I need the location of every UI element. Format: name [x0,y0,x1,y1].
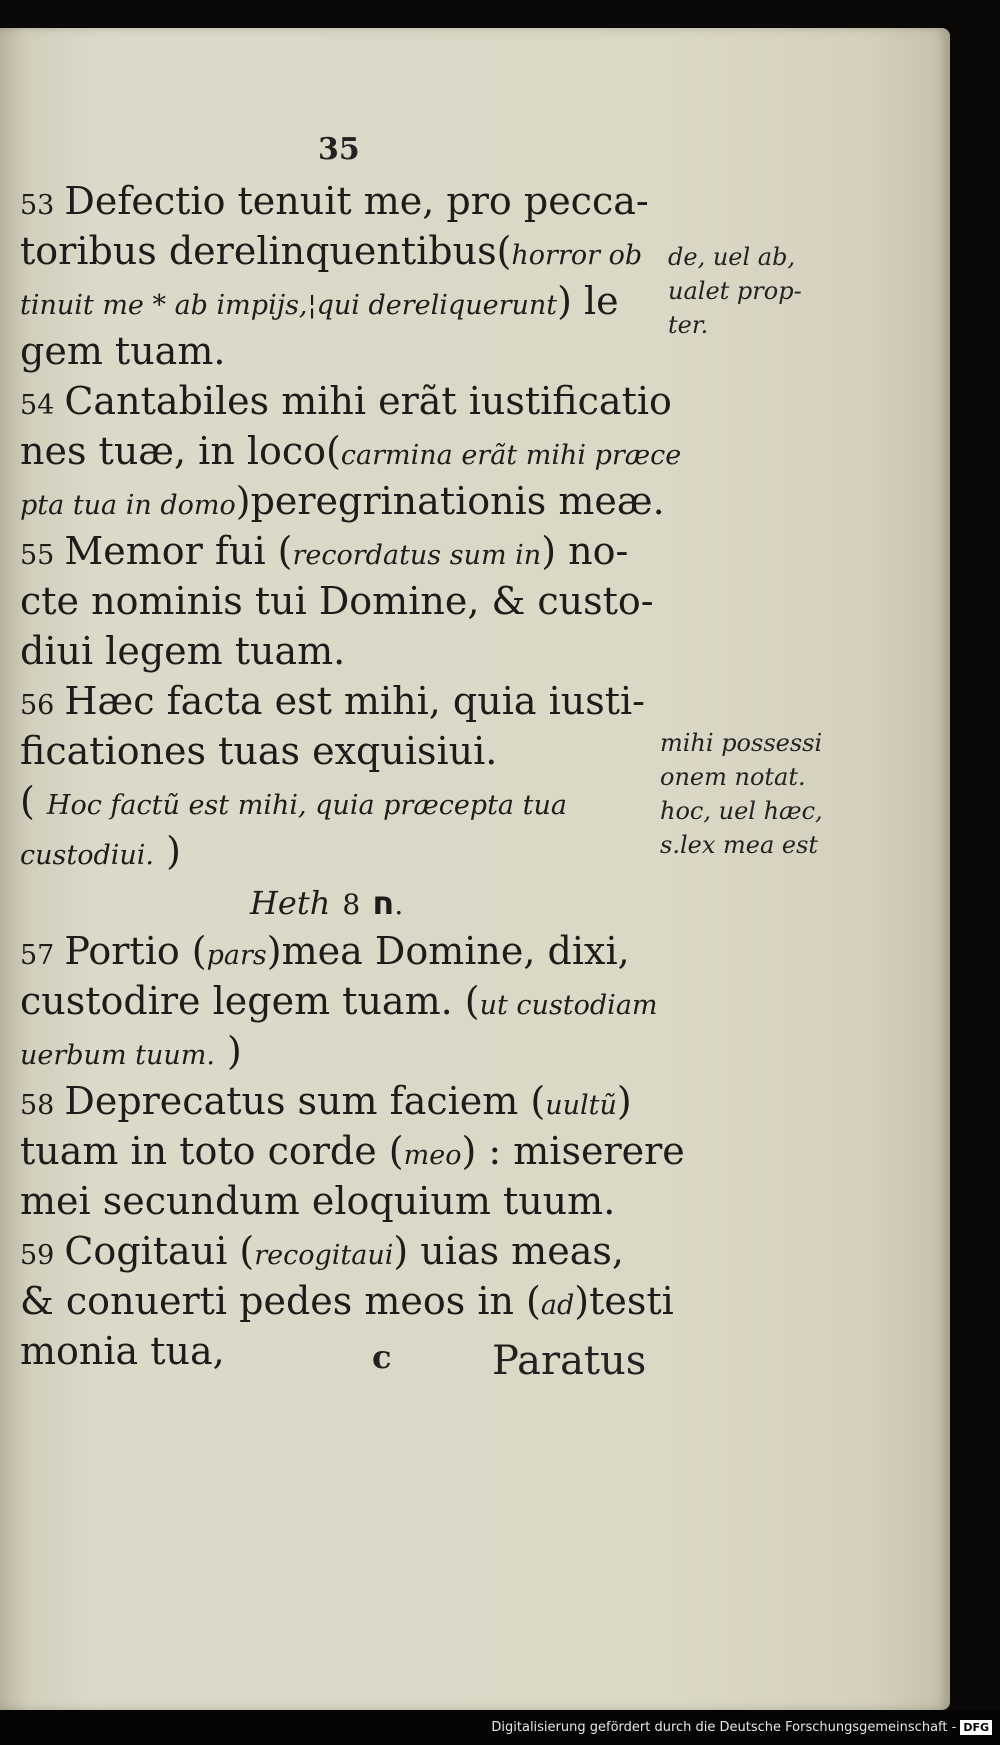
verse-number: 54 [20,390,55,421]
text-segment: ficationes tuas exquisiui. [20,729,498,773]
verse-57 [20,926,660,1076]
text-segment: )mea Domine, dixi, [266,929,630,973]
text-line [20,926,660,976]
text-line [20,1026,660,1076]
verse-number: 57 [20,940,55,971]
text-line [20,1226,660,1276]
text-line [20,526,660,576]
text-line [20,676,660,726]
verse-block-1 [20,176,682,876]
margin-line: mihi possessi [660,729,823,757]
margin-line: ualet prop- [668,277,802,305]
verse-53 [20,176,660,376]
text-segment: mei secundum eloquium tuum. [20,1179,616,1223]
text-line [20,326,660,376]
text-segment: Portio ( [64,929,207,973]
text-segment: Deprecatus sum faciem ( [64,1079,546,1123]
text-segment: Memor fui ( [64,529,293,573]
text-line [20,1276,674,1326]
catchword: Paratus [492,1338,647,1384]
gloss-segment: ut custodiam [479,990,658,1021]
text-line [20,226,660,276]
gloss-segment: pars [206,940,267,971]
text-line [20,1176,660,1226]
verse-number: 58 [20,1090,55,1121]
margin-line: s.lex mea est [660,831,819,859]
verse-block-2 [20,926,685,1376]
margin-line: de, uel ab, [668,243,796,271]
text-segment: ) [154,829,181,873]
text-segment: nes tuæ, in loco( [20,429,341,473]
verse-58 [20,1076,685,1226]
text-segment: custodire legem tuam. ( [20,979,480,1023]
text-segment: ) uias meas, [393,1229,624,1273]
gloss-segment: ad [540,1290,575,1321]
signature-mark: c [372,1338,392,1376]
gloss-segment: pta tua in domo [20,490,236,521]
main-text [20,176,685,1376]
text-segment: ) le [557,279,619,323]
text-line [20,726,660,776]
gloss-segment: tinuit me * ab impijs,¦qui dereliquerunt [20,290,558,321]
text-line [20,276,660,326]
text-line [20,1126,685,1176]
margin-note-2 [660,726,823,862]
text-line [20,1076,660,1126]
gloss-segment: uerbum tuum. [20,1040,215,1071]
margin-line: ter. [668,311,709,339]
verse-number: 55 [20,540,55,571]
gloss-segment: recordatus sum in [292,540,542,571]
section-heading [20,876,660,926]
text-line [20,426,682,476]
text-line [20,576,660,626]
heading-number: 8. [342,888,404,921]
footer-text: Digitalisierung gefördert durch die Deutsche Forschungsgemeinschaft - [491,1720,957,1735]
text-segment: toribus derelinquentibus( [20,229,512,273]
gloss-segment: carmina erãt mihi præce [340,440,682,471]
heading-name: Heth [250,884,331,922]
text-segment: monia tua, [20,1329,225,1373]
page-number: 35 [318,132,360,167]
text-line [20,976,660,1026]
text-segment: ) no- [541,529,629,573]
text-line [20,476,665,526]
text-segment: tuam in toto corde ( [20,1129,404,1173]
margin-line: hoc, uel hæc, [660,797,823,825]
text-segment: ( [20,779,47,823]
text-segment: Cogitaui ( [64,1229,255,1273]
text-segment: ) [214,1029,242,1073]
gloss-segment: uultũ [545,1090,617,1121]
text-segment: diui legem tuam. [20,629,346,673]
verse-56 [20,676,660,876]
text-segment: & conuerti pedes meos in ( [20,1279,541,1323]
text-segment: ) [616,1079,632,1123]
text-segment: cte nominis tui Domine, & custo- [20,579,654,623]
heading-hebrew-letter: ח [372,884,395,922]
text-line [20,176,660,226]
gloss-segment: recogitaui [254,1240,394,1271]
text-segment: )testi [574,1279,674,1323]
text-segment: gem tuam. [20,329,226,373]
gloss-segment: horror ob [511,240,643,271]
text-segment: ) : miserere [461,1129,685,1173]
margin-line: onem notat. [660,763,806,791]
text-line [20,776,660,826]
verse-number: 53 [20,190,55,221]
text-segment: )peregrinationis meæ. [235,479,665,523]
text-segment: Defectio tenuit me, pro pecca- [64,179,649,223]
margin-note-1 [668,240,802,342]
text-line [20,376,672,426]
text-segment: Cantabiles mihi erãt iustificatio [64,379,672,423]
book-page [0,28,950,1710]
text-segment: Hæc facta est mihi, quia iusti- [64,679,645,723]
verse-54 [20,376,682,526]
verse-number: 59 [20,1240,55,1271]
text-line [20,826,660,876]
dfg-logo: DFG [960,1720,992,1735]
gloss-segment: meo [403,1140,462,1171]
verse-number: 56 [20,690,55,721]
verse-55 [20,526,660,676]
digitization-footer [0,1710,1000,1745]
gloss-segment: custodiui. [20,840,154,871]
text-line [20,626,660,676]
gloss-segment: Hoc factũ est mihi, quia præcepta tua [46,790,567,821]
